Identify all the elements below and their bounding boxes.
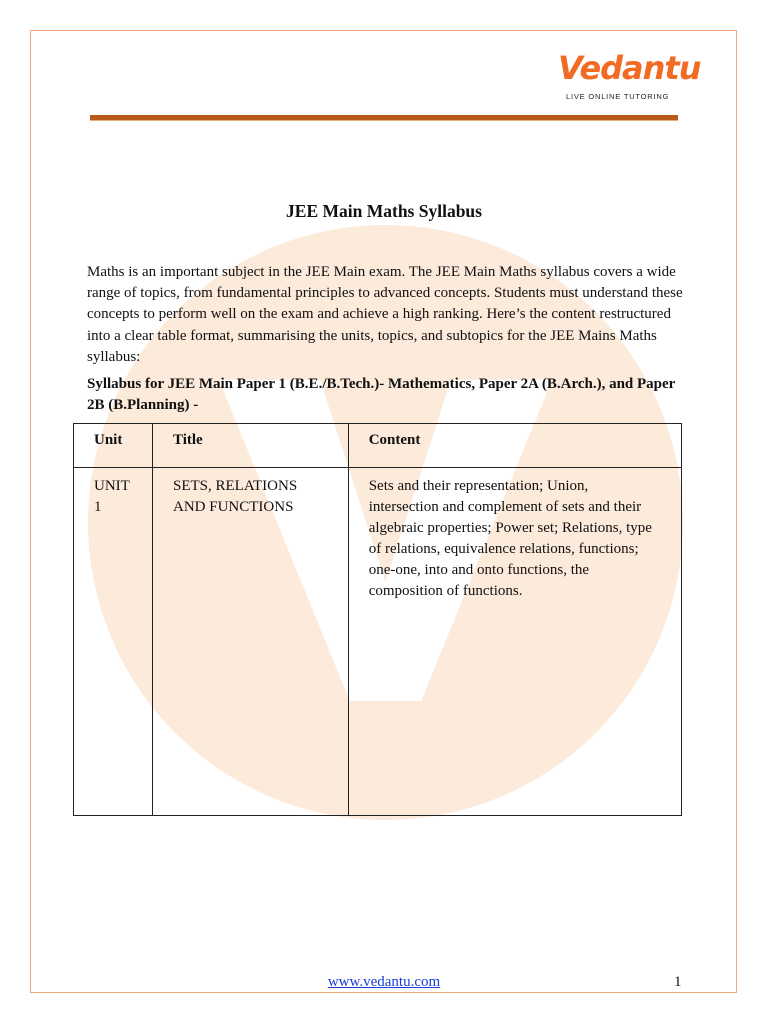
header-title: Title: [152, 424, 348, 468]
table-row: [74, 468, 682, 816]
logo-wordmark: Vedantu: [558, 49, 701, 87]
footer-website-link[interactable]: www.vedantu.com: [327, 974, 441, 990]
intro-paragraph: Maths is an important subject in the JEE Main exam. The JEE Main Maths syllabus covers a wide range of topics, from fundamental principles to advanced concepts. Students must understand these concepts to perform well on the exam and achieve a high ranking. Here’s the content restructured into a clear table format, summarising the units, topics, and subtopics for the JEE Mains Maths syllabus:: [87, 264, 683, 365]
table-header-row: [74, 424, 682, 468]
vedantu-logo: [556, 49, 701, 103]
cell-content: Sets and their representation; Union, intersection and complement of sets and their algebraic properties; Power set; Relations, type of relations, equivalence relations, functions; one-one, into and onto functions, the composition of functions.: [348, 468, 681, 816]
document-title: JEE Main Maths Syllabus: [286, 201, 482, 221]
syllabus-heading: Syllabus for JEE Main Paper 1 (B.E./B.Tech.)- Mathematics, Paper 2A (B.Arch.), and Paper 2B (B.Planning) -: [87, 376, 676, 414]
header-content: Content: [348, 424, 681, 468]
header-divider: [90, 115, 678, 121]
cell-title: SETS, RELATIONS AND FUNCTIONS: [152, 468, 348, 816]
page-number: 1: [674, 974, 682, 990]
cell-unit: UNIT 1: [74, 468, 153, 816]
syllabus-table: [73, 423, 682, 816]
header-unit: Unit: [74, 424, 153, 468]
logo-tagline: LIVE ONLINE TUTORING: [566, 92, 670, 101]
